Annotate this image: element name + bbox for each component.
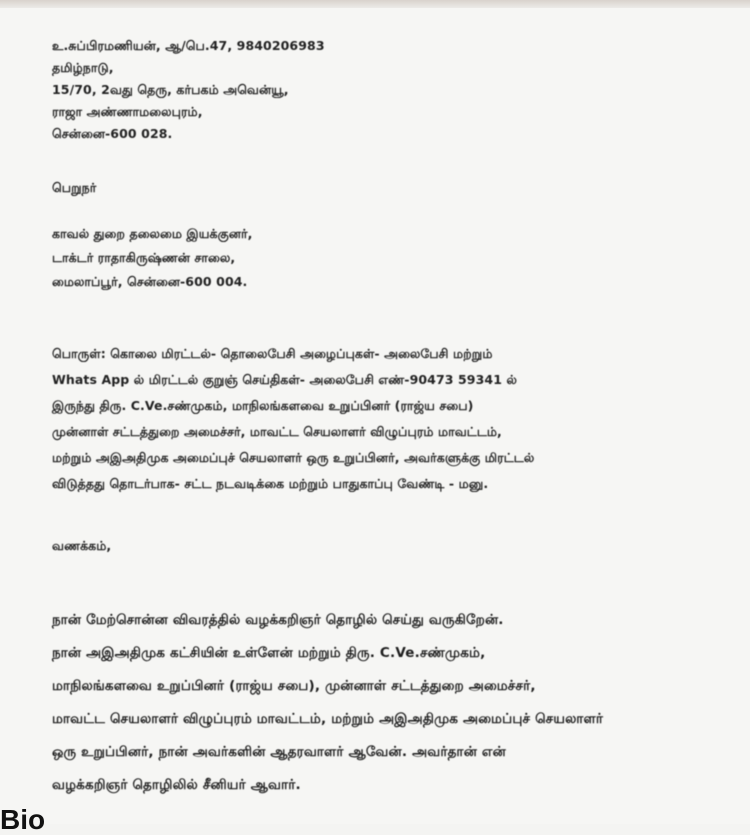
sender-line: சென்னை-600 028. <box>52 126 173 141</box>
recipient-line: டாக்டர் ராதாகிருஷ்ணன் சாலை, <box>52 250 236 265</box>
subject-line: இருந்து திரு. C.Ve.சண்முகம், மாநிலங்களவை உறுப்பினர் (ராஜ்ய சபை) <box>52 398 474 413</box>
recipient-line: மைலாப்பூர், சென்னை-600 004. <box>52 274 248 289</box>
sender-line: உ.சுப்பிரமணியன், ஆ/பெ.47, 9840206983 <box>52 38 325 53</box>
subject-line: முன்னாள் சட்டத்துறை அமைச்சர், மாவட்ட செயலாளர் விழுப்புரம் மாவட்டம், <box>52 424 502 439</box>
body-line: மாநிலங்களவை உறுப்பினர் (ராஜ்ய சபை), முன்னாள் சட்டத்துறை அமைச்சர், <box>52 678 536 694</box>
subject-line: Whats App ல் மிரட்டல் குறுஞ் செய்திகள்- அலைபேசி எண்-90473 59341 ல் <box>52 372 517 387</box>
salutation: வணக்கம், <box>52 538 112 553</box>
letter-page <box>0 8 750 835</box>
subject-line: மற்றும் அஇஅதிமுக அமைப்புச் செயலாளர் ஒரு உறுப்பினர், அவர்களுக்கு மிரட்டல் <box>52 450 535 465</box>
sender-line: தமிழ்நாடு, <box>52 60 114 75</box>
subject-line: விடுத்தது தொடர்பாக- சட்ட நடவடிக்கை மற்றும் பாதுகாப்பு வேண்டி - மனு. <box>52 476 489 491</box>
sender-line: ராஜா அண்ணாமலைபுரம், <box>52 104 203 119</box>
recipient-line: காவல் துறை தலைமை இயக்குனர், <box>52 226 253 241</box>
body-line: வழக்கறிஞர் தொழிலில் சீனியர் ஆவார். <box>52 777 301 793</box>
body-line: மாவட்ட செயலாளர் விழுப்புரம் மாவட்டம், மற்றும் அஇஅதிமுக அமைப்புச் செயலாளர் <box>52 711 604 727</box>
corner-overlay-text: Bio <box>0 804 46 835</box>
to-label: பெறுநர் <box>52 180 97 195</box>
body-line: ஒரு உறுப்பினர், நான் அவர்களின் ஆதரவாளர் ஆவேன். அவர்தான் என் <box>52 744 506 760</box>
body-line: நான் அஇஅதிமுக கட்சியின் உள்ளேன் மற்றும் திரு. C.Ve.சண்முகம், <box>52 645 486 661</box>
top-edge-strip <box>0 0 750 8</box>
body-line: நான் மேற்சொன்ன விவரத்தில் வழக்கறிஞர் தொழில் செய்து வருகிறேன். <box>52 612 504 628</box>
sender-line: 15/70, 2வது தெரு, கர்பகம் அவென்யூ, <box>52 82 289 97</box>
subject-line: பொருள்: கொலை மிரட்டல்- தொலைபேசி அழைப்புகள்- அலைபேசி மற்றும் <box>52 346 493 361</box>
